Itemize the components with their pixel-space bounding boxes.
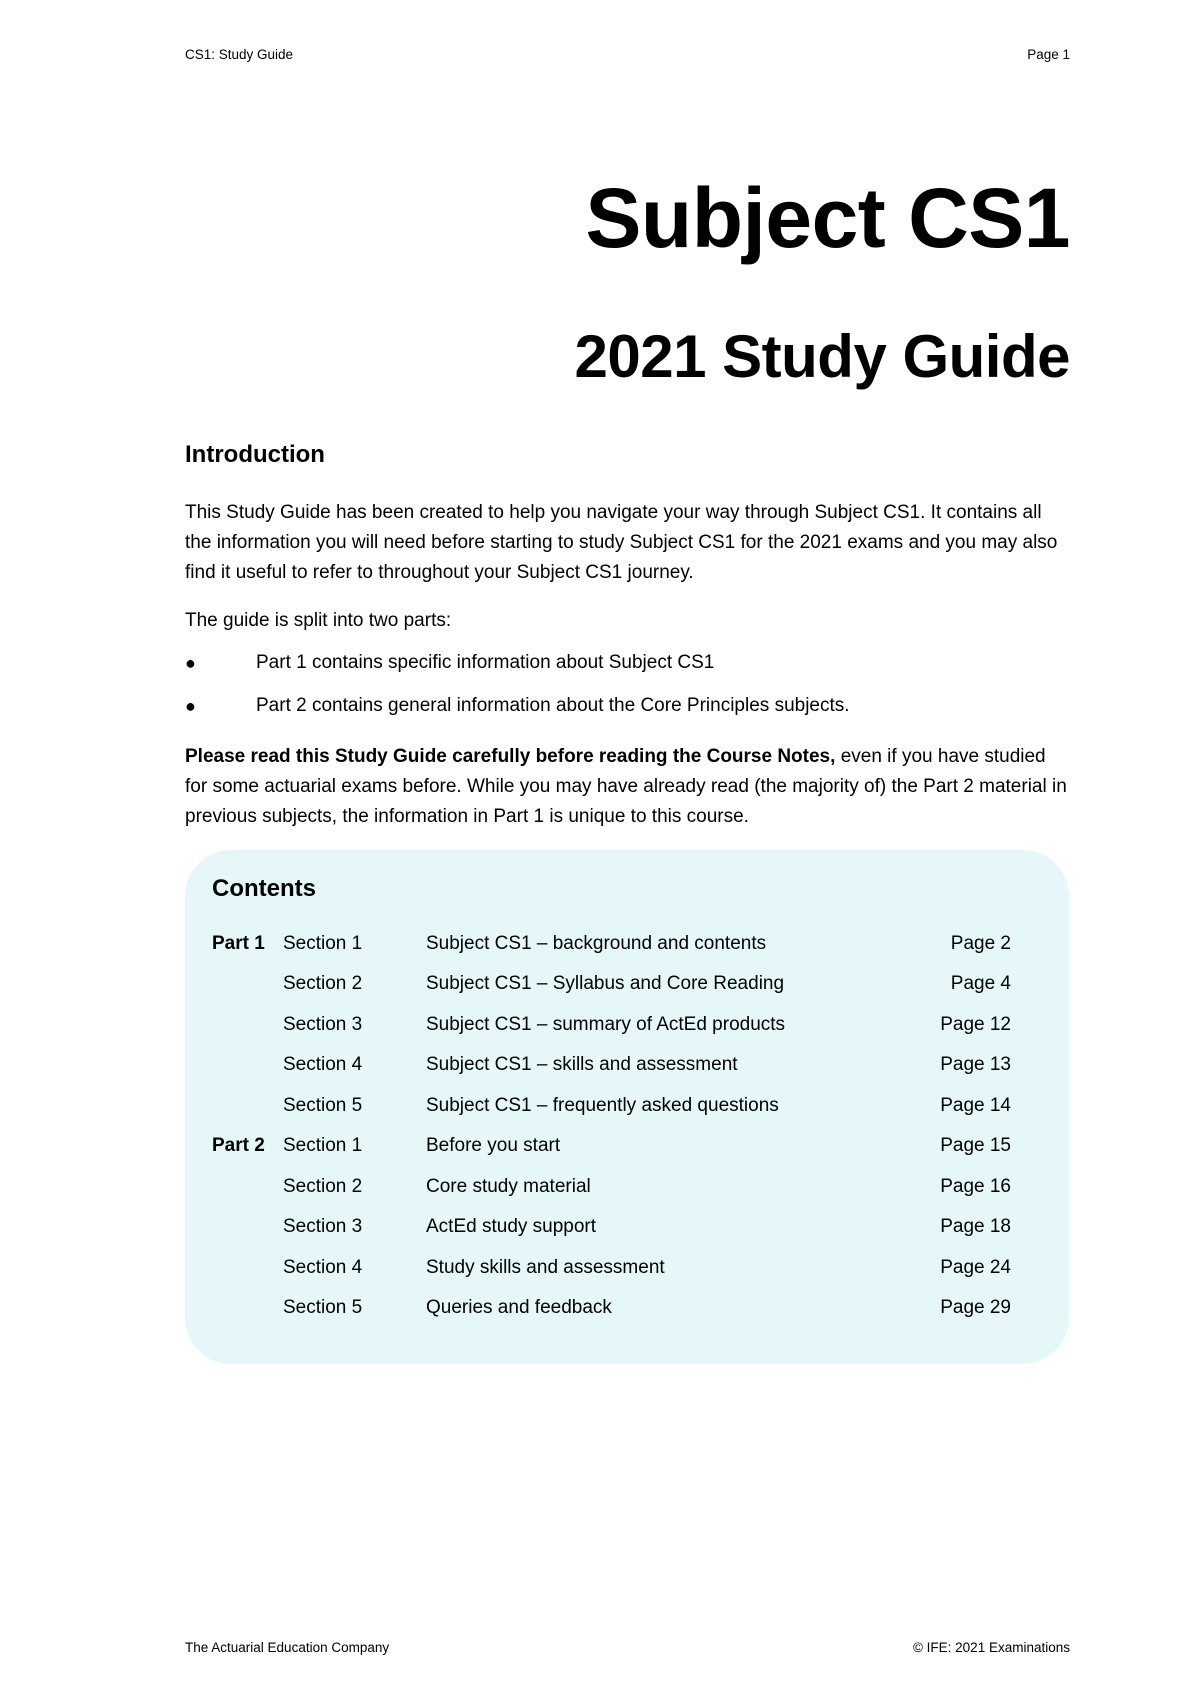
- toc-page-number: Page 14: [940, 1095, 1011, 1116]
- bullet-icon: ●: [185, 653, 196, 673]
- bullet-item: [185, 691, 1070, 734]
- toc-section-label: Section 2: [283, 1176, 363, 1197]
- toc-section-label: Section 1: [283, 933, 363, 954]
- toc-row[interactable]: [185, 1293, 1069, 1323]
- toc-description: Core study material: [426, 1176, 591, 1197]
- bullet-text: Part 2 contains general information about the Core Principles subjects.: [256, 695, 850, 716]
- toc-description: ActEd study support: [426, 1216, 597, 1237]
- reading-advice-bold: Please read this Study Guide carefully before reading the Course Notes,: [185, 746, 836, 767]
- toc-page-number: Page 15: [940, 1135, 1011, 1156]
- introduction-heading: Introduction: [185, 441, 325, 468]
- toc-section-label: Section 5: [283, 1297, 363, 1318]
- header-page-number: Page 1: [1027, 47, 1070, 62]
- bullet-icon: ●: [185, 696, 196, 716]
- footer-company: The Actuarial Education Company: [185, 1640, 390, 1655]
- footer-copyright: © IFE: 2021 Examinations: [912, 1640, 1070, 1655]
- toc-section-label: Section 1: [283, 1135, 363, 1156]
- toc-description: Study skills and assessment: [426, 1257, 665, 1278]
- toc-page-number: Page 13: [940, 1054, 1011, 1075]
- contents-panel: [185, 850, 1069, 1364]
- toc-row[interactable]: [185, 1212, 1069, 1242]
- bullet-item: [185, 648, 1070, 691]
- header-document-title: CS1: Study Guide: [185, 47, 294, 62]
- bullet-text: Part 1 contains specific information about Subject CS1: [256, 652, 715, 673]
- toc-description: Subject CS1 – skills and assessment: [426, 1054, 738, 1075]
- introduction-paragraph: This Study Guide has been created to help you navigate your way through Subject CS1. It contains all the information you will need before starting to study Subject CS1 for the 2021 exams and you may also find it useful to refer to throughout your Subject CS1 journey.: [185, 502, 1058, 583]
- toc-page-number: Page 24: [940, 1257, 1011, 1278]
- reading-advice-text: even if you have studied for some actuarial exams before. While you may have already read (the majority of) the Part 2 material in previous subjects, the information in Part 1 is unique to this course.: [185, 746, 1067, 827]
- toc-section-label: Section 4: [283, 1257, 363, 1278]
- page-subtitle: 2021 Study Guide: [574, 323, 1070, 390]
- toc-description: Subject CS1 – summary of ActEd products: [426, 1014, 786, 1035]
- toc-page-number: Page 29: [940, 1297, 1011, 1318]
- parts-bullet-list: [185, 648, 1070, 734]
- contents-heading: Contents: [212, 875, 316, 902]
- toc-row[interactable]: [185, 1253, 1069, 1283]
- toc-description: Subject CS1 – Syllabus and Core Reading: [426, 973, 785, 994]
- toc-page-number: Page 16: [940, 1176, 1011, 1197]
- toc-part-label: Part 2: [212, 1135, 265, 1156]
- toc-section-label: Section 5: [283, 1095, 363, 1116]
- toc-page-number: Page 2: [950, 933, 1011, 954]
- toc-section-label: Section 2: [283, 973, 363, 994]
- toc-description: Queries and feedback: [426, 1297, 612, 1318]
- parts-intro-paragraph: The guide is split into two parts:: [185, 610, 452, 631]
- toc-page-number: Page 18: [940, 1216, 1011, 1237]
- toc-page-number: Page 12: [940, 1014, 1011, 1035]
- toc-part-label: Part 1: [212, 933, 265, 954]
- reading-advice-paragraph: [185, 742, 1070, 832]
- toc-section-label: Section 3: [283, 1014, 363, 1035]
- toc-row[interactable]: [185, 969, 1069, 999]
- toc-description: Subject CS1 – background and contents: [426, 933, 767, 954]
- toc-row[interactable]: [185, 1050, 1069, 1080]
- toc-row[interactable]: [185, 1091, 1069, 1121]
- toc-page-number: Page 4: [950, 973, 1011, 994]
- toc-description: Before you start: [426, 1135, 561, 1156]
- page-title: Subject CS1: [585, 171, 1070, 265]
- toc-row[interactable]: [185, 1131, 1069, 1161]
- toc-description: Subject CS1 – frequently asked questions: [426, 1095, 779, 1116]
- toc-section-label: Section 3: [283, 1216, 363, 1237]
- toc-section-label: Section 4: [283, 1054, 363, 1075]
- toc-row[interactable]: [185, 929, 1069, 959]
- toc-row[interactable]: [185, 1010, 1069, 1040]
- toc-row[interactable]: [185, 1172, 1069, 1202]
